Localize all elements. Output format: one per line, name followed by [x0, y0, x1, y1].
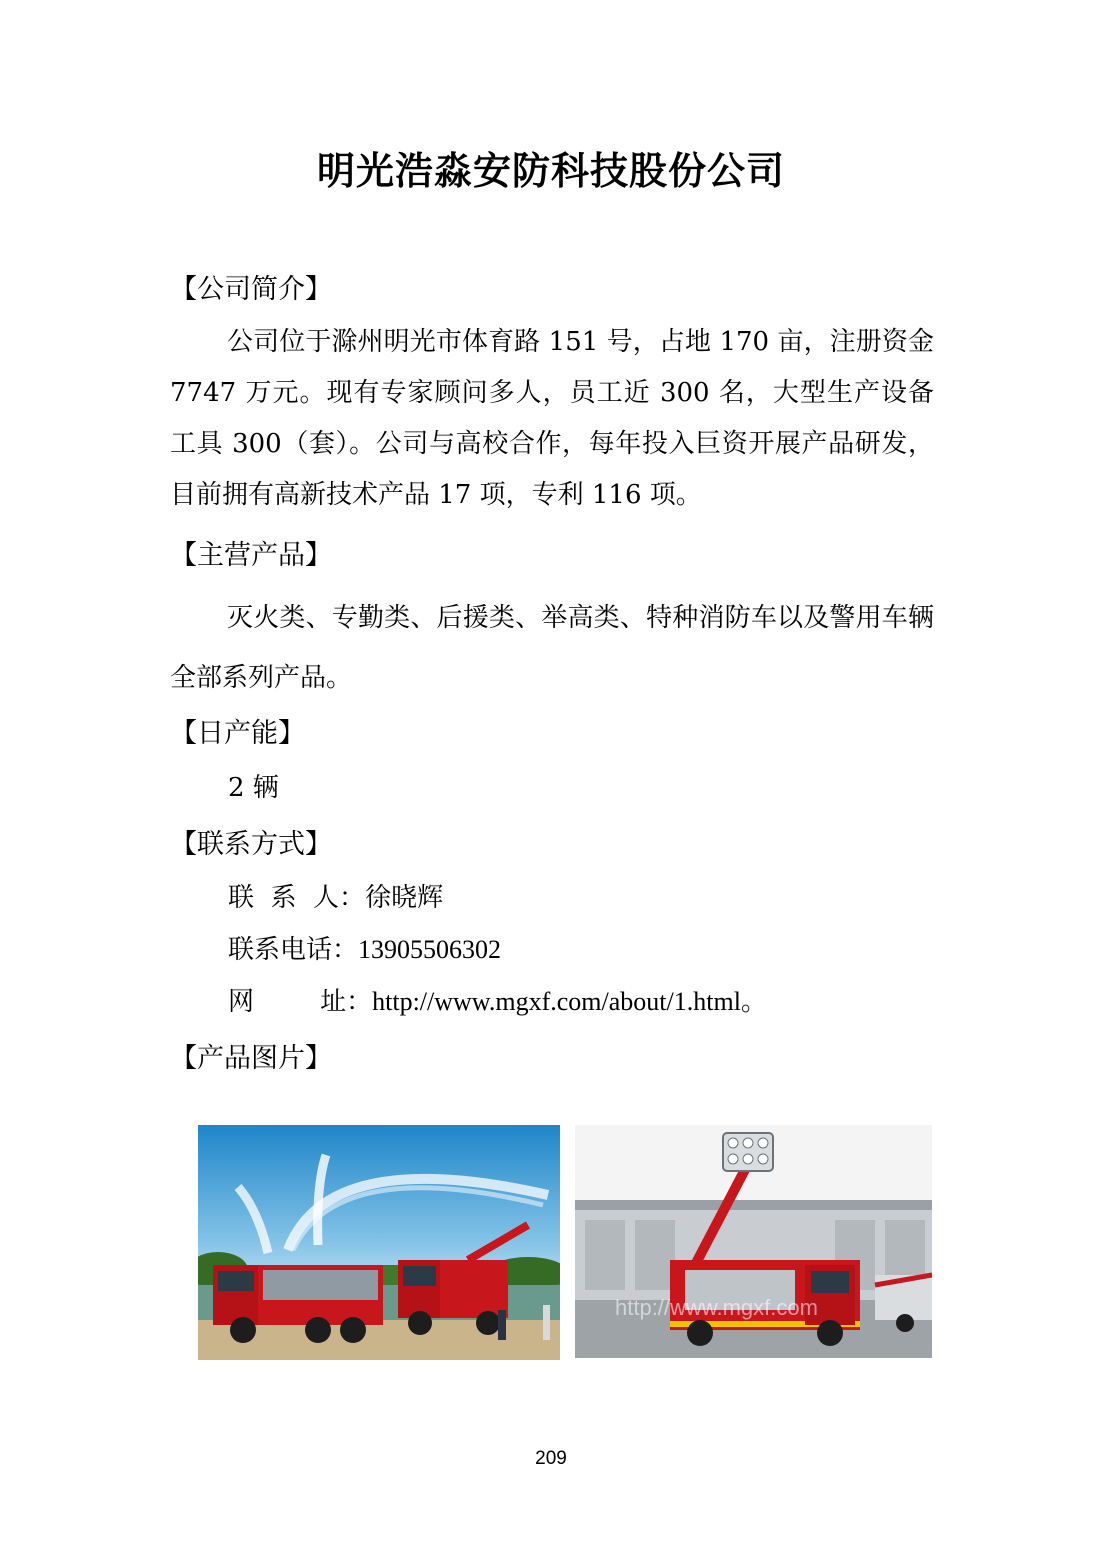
- contact-phone-value: 13905506302: [358, 935, 502, 964]
- intro-paragraph: 公司位于滁州明光市体育路 151 号，占地 170 亩，注册资金 7747 万元。现有专家顾问多人，员工近 300 名，大型生产设备工具 300（套）。公司与高校合作，每年投入巨资开展产品研发，目前拥有高新技术产品 17 项，专利 116 项。: [170, 327, 934, 510]
- contact-person-row: [228, 881, 443, 915]
- capacity-heading: 【日产能】: [170, 718, 305, 749]
- page-number: 209: [535, 1448, 567, 1469]
- lighting-rescue-truck-photo: [575, 1125, 932, 1358]
- fire-trucks-illustration: [198, 1125, 560, 1360]
- contact-phone-label: 联系电话：: [228, 935, 359, 965]
- fire-trucks-water-cannon-photo: [198, 1125, 560, 1360]
- contact-heading: 【联系方式】: [170, 829, 332, 860]
- products-paragraph: 灭火类、专勤类、后援类、举高类、特种消防车以及警用车辆全部系列产品。: [170, 603, 934, 693]
- contact-website-label: 网 址：: [228, 987, 373, 1017]
- contact-website-link[interactable]: http://www.mgxf.com/about/1.html。: [372, 987, 767, 1016]
- contact-phone-row: [228, 933, 501, 967]
- contact-person-value: 徐晓辉: [365, 883, 444, 913]
- photo-watermark: http://www.mgxf.com: [615, 1295, 818, 1320]
- rescue-truck-illustration: [575, 1125, 932, 1358]
- products-heading: 【主营产品】: [170, 540, 332, 571]
- images-heading: 【产品图片】: [170, 1043, 332, 1074]
- company-title: 明光浩淼安防科技股份公司: [316, 148, 785, 193]
- contact-person-label: 联 系 人：: [228, 883, 366, 913]
- capacity-value: 2 辆: [228, 773, 279, 803]
- intro-heading: 【公司简介】: [170, 274, 332, 305]
- contact-website-row: [228, 985, 767, 1019]
